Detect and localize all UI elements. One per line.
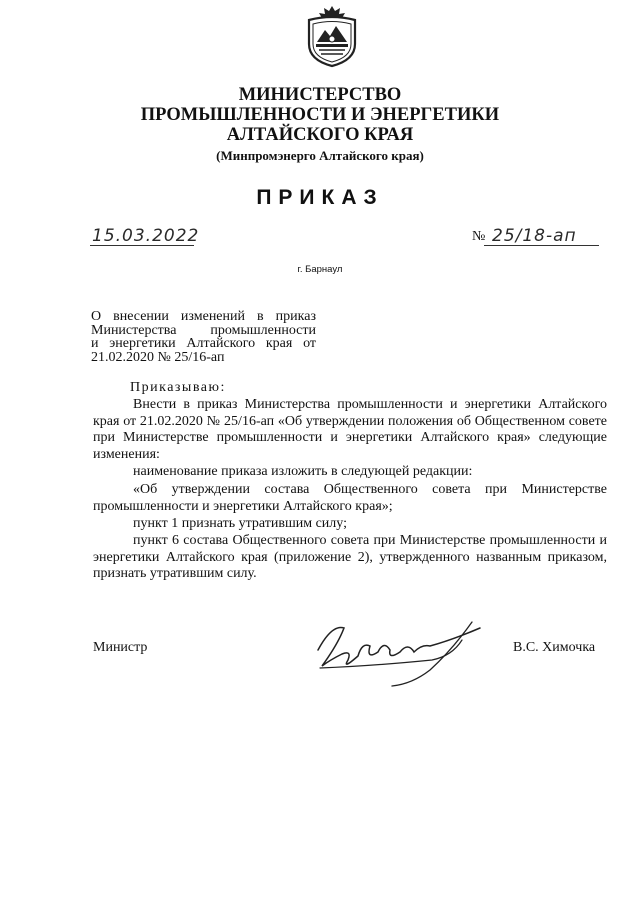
paragraph-3: «Об утверждении состава Общественного совета при Министерстве промышленности и энергетики Алтайского края»; (93, 482, 607, 514)
signatory-name: В.С. Химочка (513, 640, 596, 655)
date-underline (90, 245, 194, 246)
ministry-short-name: (Минпромэнерго Алтайского края) (216, 148, 424, 163)
subject-line: Министерства промышленности (91, 322, 316, 338)
number-underline (484, 245, 599, 246)
signatory-title: Министр (93, 640, 148, 655)
number-label: № (472, 229, 486, 244)
paragraph-5: пункт 6 состава Общественного совета при Министерстве промышленности и энергетики Алтайского края (приложение 2), утвержденного названным приказом, признать утратившим силу. (93, 533, 607, 581)
coat-of-arms-icon (303, 4, 361, 68)
ministry-name-line2: ПРОМЫШЛЕННОСТИ И ЭНЕРГЕТИКИ (140, 105, 500, 125)
handwritten-signature (312, 610, 487, 690)
paragraph-2: наименование приказа изложить в следующей редакции: (133, 464, 473, 479)
paragraph-1: Внести в приказ Министерства промышленности и энергетики Алтайского края от 21.02.2020 № 25/16-ап «Об утверждении положения об Общественном совете при Министерстве промышленности и энергетики Алтайского края» следующие изменения: (93, 397, 607, 462)
order-date: 15.03.2022 (92, 226, 200, 246)
subject-line: 21.02.2020 № 25/16-ап (91, 349, 225, 365)
order-word: Приказываю: (130, 380, 226, 395)
order-subject (91, 310, 316, 364)
document-type-title: ПРИКАЗ (256, 186, 384, 209)
city-label: г. Барнаул (297, 264, 343, 275)
subject-line: О внесении изменений в приказ (91, 309, 316, 324)
paragraph-4: пункт 1 признать утратившим силу; (133, 516, 347, 531)
order-number: 25/18-ап (492, 226, 577, 246)
ministry-name-line3: АЛТАЙСКОГО КРАЯ (226, 125, 414, 145)
subject-line: и энергетики Алтайского края от (91, 336, 316, 351)
ministry-name-line1: МИНИСТЕРСТВО (238, 85, 402, 105)
